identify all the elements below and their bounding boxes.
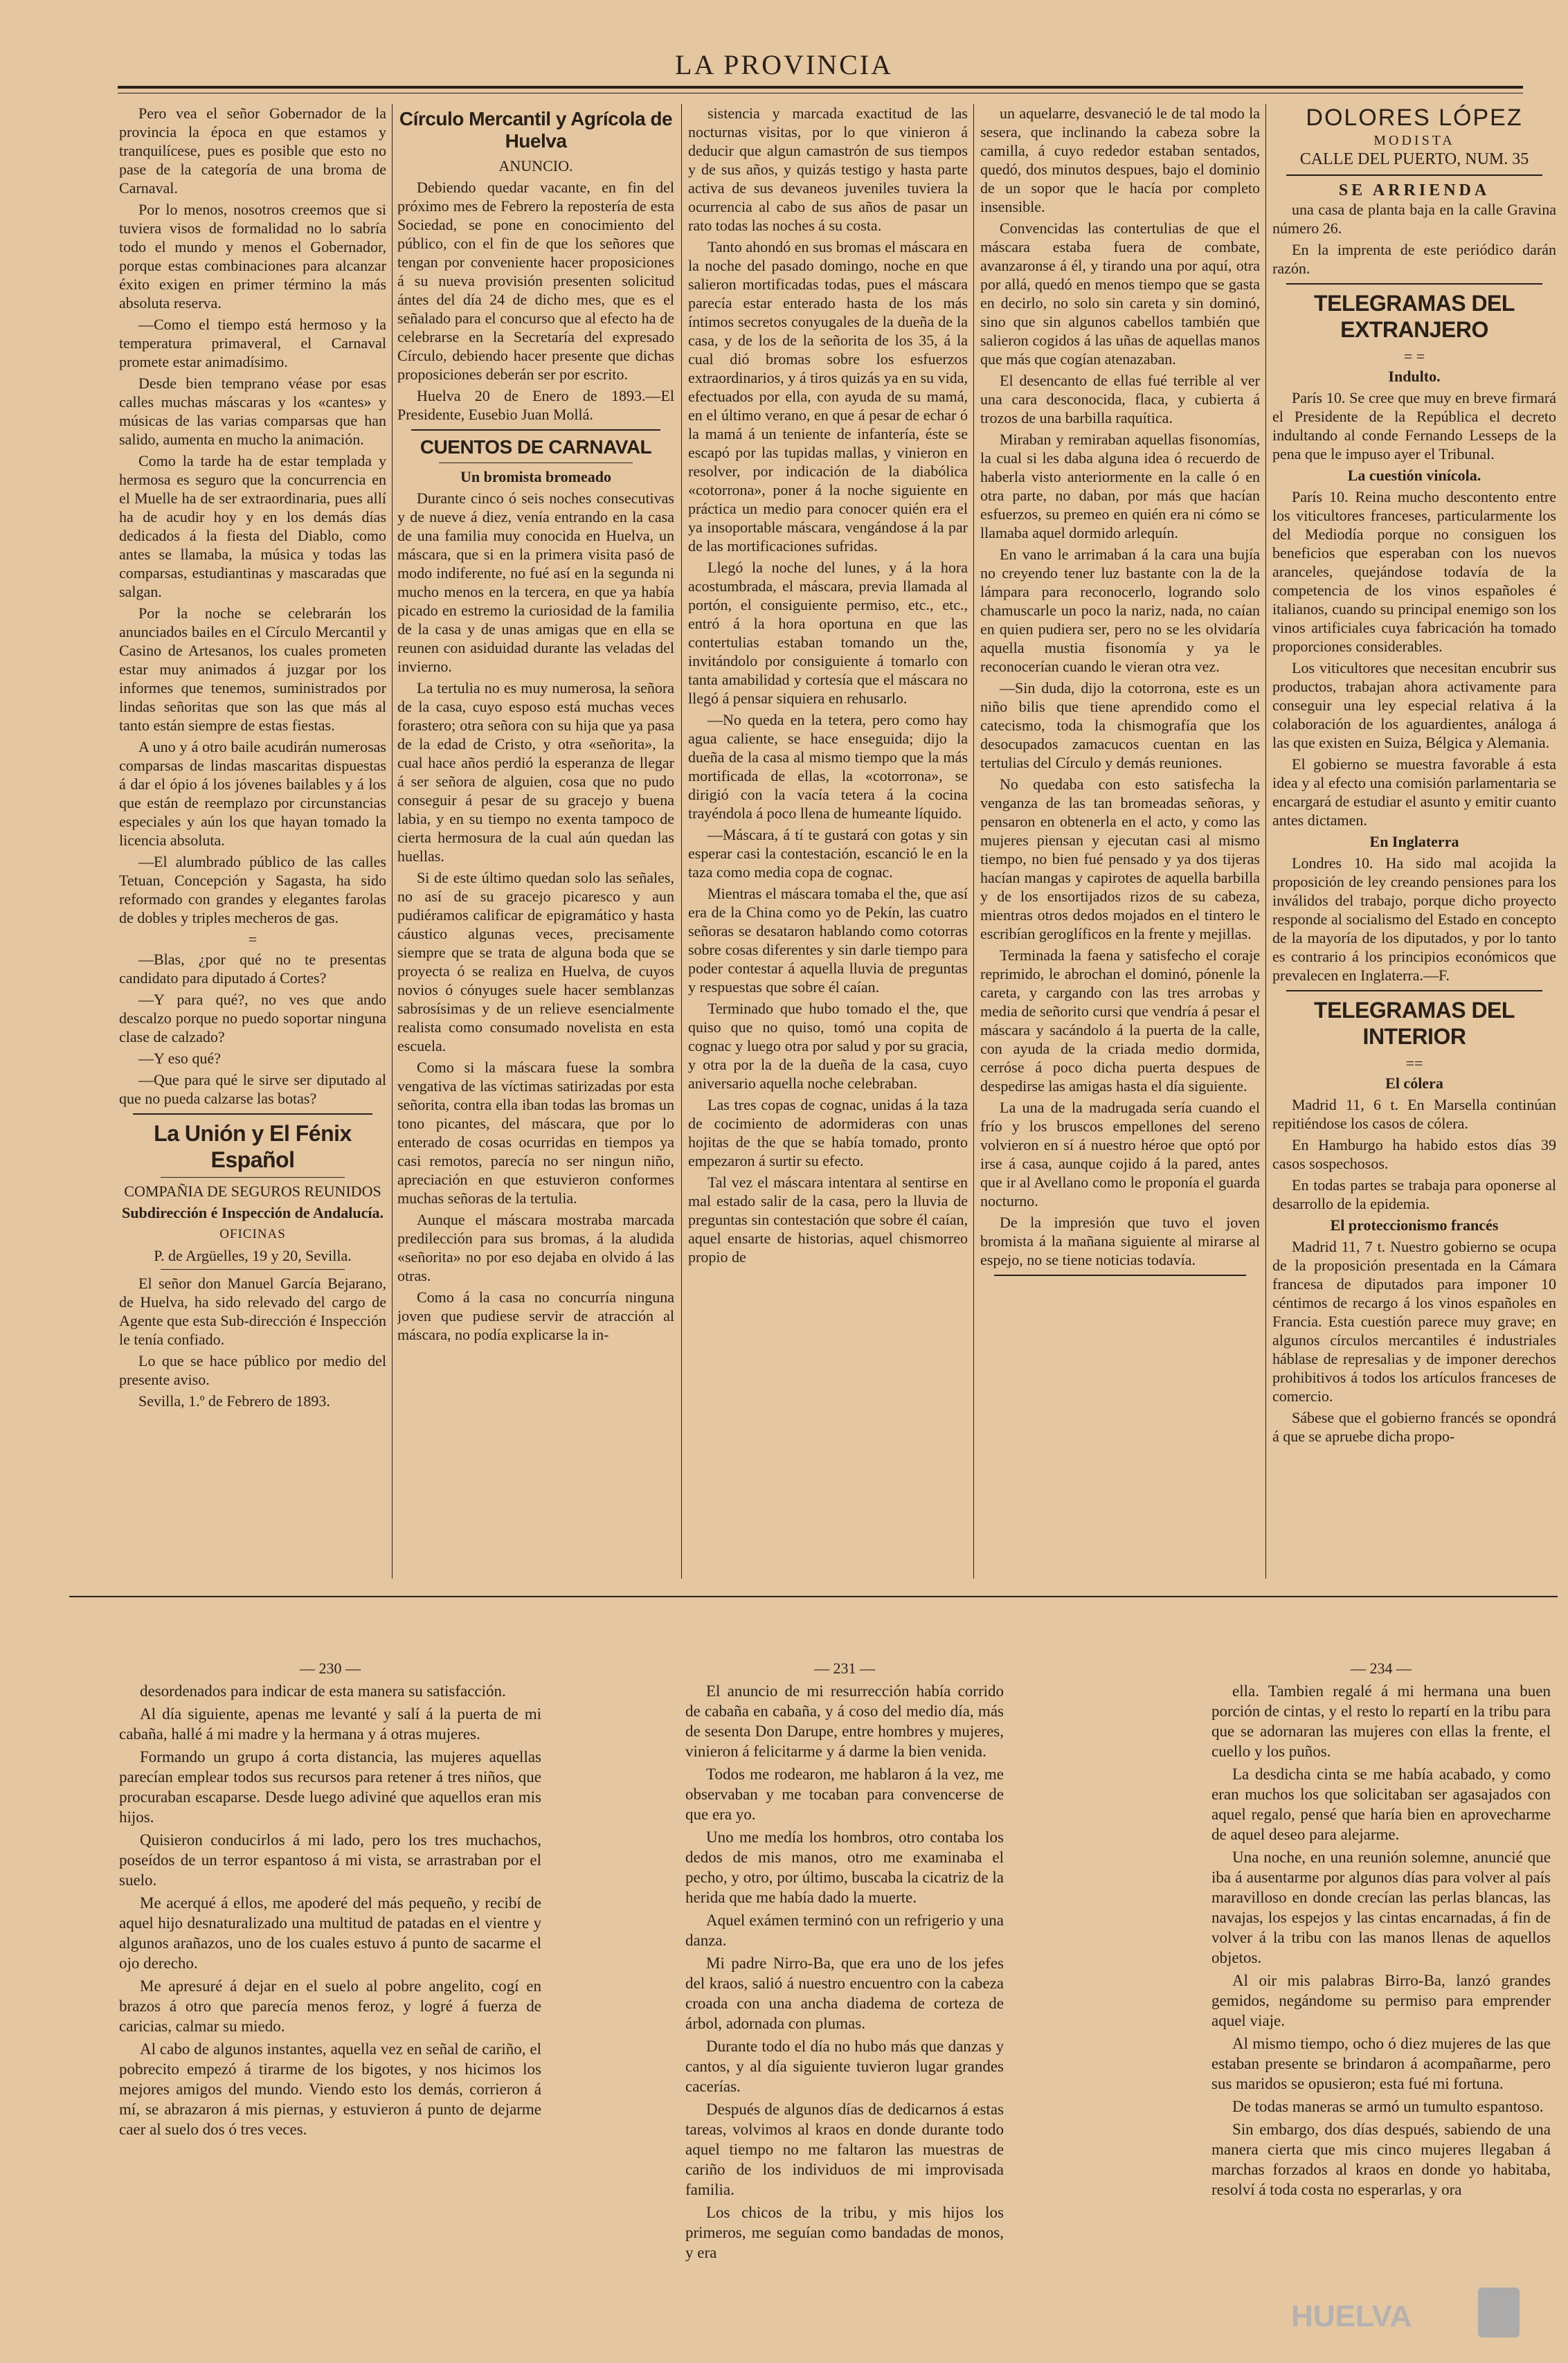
insurance-subdirection: Subdirección é Inspección de Andalucía. [122, 1204, 384, 1221]
paragraph: Después de algunos días de dedicarnos á estas tareas, volvimos al kraos en donde durante todo aquel tiempo no me faltaron las muestras de cariño de los individuos de mi improvisada familia. [685, 2101, 1004, 2198]
column-separator [1265, 104, 1266, 1579]
paragraph: ella. Tambien regalé á mi hermana una buen porción de cintas, y el resto lo repartí en la tribu para que se adornaran las mujeres con ellas la frente, el cuello y los puños. [1211, 1682, 1551, 1760]
insurance-notice-2: Lo que se hace público por medio del presente aviso. [119, 1352, 386, 1388]
paragraph: Si de este último quedan solo las señales, no así de su gracejo picaresco y aun pudiéramos calificar de epigramático y hasta cáustico algunas veces, precisamente siempre que se trata de alguna boda que se proyecta ó se realiza en Huelva, de cuyos novios ó cónyuges suele hacer semblanzas sabrosísimas y de un relieve esencialmente realista como consumado novelista en esta escuela. [397, 869, 674, 1054]
insurance-title: La Unión y El Fénix Español [154, 1121, 352, 1172]
paragraph: Una noche, en una reunión solemne, anuncié que iba á ausentarme por algunos días para volver al país maravilloso en donde crecían las perlas blancas, las navajas, los espejos y las cintas encarnadas, á fin de volver á la tribu con las manos llenas de aquellos objetos. [1211, 1849, 1551, 1966]
column-separator [392, 104, 393, 1579]
page-number: — 230 — [300, 1660, 361, 1677]
paragraph: Formando un grupo á corta distancia, las mujeres aquellas parecían emplear todos sus recursos para retener á tres niños, que procuraban escaparse. Desde luego adiviné que aquellos eran mis hijos. [119, 1748, 541, 1826]
insurance-date: Sevilla, 1.º de Febrero de 1893. [138, 1392, 330, 1410]
telegram-text: París 10. Reina mucho descontento entre los viticultores franceses, particularmente los del Mediodía porque no consiguen los beneficios que esperaban con los nuevos aranceles, quejándose todavía de la competencia de los vinos españoles é italianos, cuando su principal enemigo son los vinos artificiales cuya fabricación ha tomado proporciones considerables. [1272, 488, 1556, 655]
paragraph: Sin embargo, dos días después, sabiendo de una manera cierta que mis cinco mujeres llegaban á marchas forzados al kraos en donde yo habitaba, resolví á toda costa no esperarlas, y ora [1211, 2121, 1551, 2198]
news-paragraphs [119, 104, 386, 927]
paragraph: Llegó la noche del lunes, y á la hora acostumbrada, el máscara, previa llamada al portón, el consiguiente permiso, etc., etc., entró á la hora oportuna en que las contertulias estaban tomando un the, invitándolo por consiguiente á tomarlo con tanta amabilidad y cortesía que el máscara no llegó á pensar siquiera en rehusarlo. [688, 559, 968, 707]
paragraph: Quisieron conducirlos á mi lado, pero los tres muchachos, poseídos de un terror espantoso á mi vista, se arrastraban por el suelo. [119, 1831, 541, 1889]
paragraph: Los chicos de la tribu, y mis hijos los primeros, me seguían como bandadas de monos, y era [685, 2204, 1004, 2261]
arrienda-text: una casa de planta baja en la calle Gravina número 26. [1272, 201, 1556, 237]
paragraph: Terminada la faena y satisfecho el coraje reprimido, le abrochan el dominó, pónenle la careta, y cargando con las tres arrobas y media de señorito cursi que vendría á pesar el máscara y sacándolo á la puerta de la calle, con ayuda de la criada medio dormida, cerróse á poco dicha puerta despues de despedirse las amigas hasta el día siguiente. [980, 946, 1260, 1095]
paragraph: —No queda en la tetera, pero como hay agua caliente, se hace enseguida; dijo la dueña de la casa al mismo tiempo que la más mortificada de ellas, la «cotorrona», se dirigió con la vacía tetera á la cocina trayéndola á poco llena de humeante líquido. [688, 711, 968, 822]
paragraph: Pero vea el señor Gobernador de la provincia la época en que estamos y tranquilícese, pues es posible que esto no pase de la categoría de una broma de Carnaval. [119, 105, 386, 197]
insurance-notice: El señor don Manuel García Bejarano, de Huelva, ha sido relevado del cargo de Agente que esta Sub-dirección é Inspección le tenía confiado. [119, 1275, 386, 1348]
anuncio-heading: ANUNCIO. [498, 157, 573, 174]
section-rule [1286, 990, 1542, 991]
paragraph: Tal vez el máscara intentara al sentirse en mal estado salir de la casa, pero la lluvia de preguntas sin contestación que sobre él caían, aquel ensarte de historias, aquel chismorreo propio de [688, 1174, 968, 1266]
column-4 [980, 104, 1260, 1579]
telegram-text: En Hamburgo ha habido estos días 39 casos sospechosos. [1272, 1136, 1556, 1172]
section-rule [439, 462, 633, 463]
paragraph: Como si la máscara fuese la sombra vengativa de las víctimas satirizadas por esta señorita, contra ella iban todas las bromas un tono picantes, del máscara, que por lo enterado de cosas ocurridas en tiempos ya casi remotos, parecía no ser ningun niño, apreciación en que estuvieron conformes muchas señoras de la tertulia. [397, 1059, 674, 1207]
section-dash: = [248, 931, 258, 948]
circulo-title: Círculo Mercantil y Agrícola de Huelva [399, 108, 673, 152]
column-separator [681, 104, 682, 1579]
cuentos-title: CUENTOS DE CARNAVAL [420, 436, 652, 458]
page-number: — 231 — [814, 1660, 875, 1677]
masthead: LA PROVINCIA [675, 49, 893, 80]
paragraph: —Máscara, á tí te gustará con gotas y sin esperar casi la contestación, escanció le en la taza como media copa de cognac. [688, 826, 968, 881]
paragraph: La tertulia no es muy numerosa, la señora de la casa, cuyo esposo está muchas veces forastero; otra señora con su hija que ya pasa de la edad de Cristo, y otra «señorita», la cual hace años perdió la esperanza de llegar á ser señora de alguien, cosa que no pudo conseguir á pesar de su gracejo y buena labia, y en su tiempo no exenta tampoco de cierta hermosura de la cual aún quedan las huellas. [397, 679, 674, 865]
section-rule [133, 1113, 372, 1115]
paragraph: Durante cinco ó seis noches consecutivas y de nueve á diez, venía entrando en la casa de una familia muy conocida en Huelva, un máscara, que si en la primera visita pasó de modo indiferente, no fué así en la segunda ni mucho menos en la tercera, en que ya había picado en estremo la curiosidad de la familia de la casa y de unas amigas que en ella se reunen con asiduidad durante las veladas del invierno. [397, 489, 674, 675]
anuncio-text: Debiendo quedar vacante, en fin del próximo mes de Febrero la repostería de esta Sociedad, se pone en conocimiento del público, con el fin de que los señores que tengan por conveniente hacer proposiciones á su nueva provisión presenten solicitud ántes del día 24 de dicho mes, que es el señalado para el concurso que al efecto ha de celebrarse en la Secretaría del expresado Círculo, debiendo hacer presente que dichas proposiciones deberán ser por escrito. [397, 179, 674, 383]
page-number: — 234 — [1351, 1660, 1412, 1677]
section-dash: = = [1403, 348, 1425, 365]
telegram-text: Madrid 11, 7 t. Nuestro gobierno se ocupa de la proposición presentada en la Cámara francesa de diputados para imponer 10 céntimos de recargo á los vinos españoles en Francia. Esta cuestión parece muy grave; en algunos círculos mercantiles é industriales háblase de represalias y de imponer derechos prohibitivos á todos los artículos franceses de comercio. [1272, 1238, 1556, 1405]
paragraph: Al mismo tiempo, ocho ó diez mujeres de las que estaban presente se brindaron á acompañarme, pero sus maridos se opusieron; esta fué mi fortuna. [1211, 2035, 1551, 2092]
story-title: Un bromista bromeado [460, 468, 611, 485]
paragraph: Mientras el máscara tomaba el the, que así era de la China como yo de Pekín, las cuatro señoras se desataron hablando como cotorras sobre cosas diferentes y sin darle tiempo para poder contestar á aquella lluvia de preguntas y respuestas que sobre él caían. [688, 885, 968, 996]
paragraph: En vano le arrimaban á la cara una bujía no creyendo tener luz bastante con la de la lámpara para reconocerlo, logrando solo chamuscarle un poco la nariz, nada, no caían en quien pudiera ser, pero no se les olvidaría aquella mustia fisonomía y ya le reconocerían cuando le vieran otra vez. [980, 546, 1260, 675]
telegram-text: Los viticultores que necesitan encubrir sus productos, trabajan ahora activamente para conseguir una ley especial relativa á la colaboración de los aguardientes, análoga á las que existen en Suiza, Bélgica y Alemania. [1272, 659, 1556, 751]
paragraph: Terminado que hubo tomado el the, que quiso que no quiso, tomó una copita de cognac y luego otra por salud y por su gracia, y otra por la de la dueña de la casa, cuyo aniversario aquella noche celebraban. [688, 1000, 968, 1092]
telegram-head: El cólera [1385, 1075, 1443, 1092]
paragraph: Las tres copas de cognac, unidas á la taza de cocimiento de adormideras con unas hojitas de the que se había tomado, pronto empezaron á surtir su efecto. [688, 1096, 968, 1169]
section-rule [1286, 174, 1542, 176]
paragraph: El desencanto de ellas fué terrible al ver una cara desconocida, flaca, y cubierta á trozos de una barbilla raquítica. [980, 372, 1260, 426]
paragraph: Convencidas las contertulias de que el máscara estaba fuera de combate, avanzaronse á él, y tirando una por aquí, otra por allá, quedó en menos tiempo que se gasta en decirlo, no solo sin careta y sin dominó, sino que sin algunos cabellos también que salieron cogidos á las uñas de aquellas manos que más que cogían atenazaban. [980, 219, 1260, 368]
telegram-text: París 10. Se cree que muy en breve firmará el Presidente de la República el decreto indultando al conde Fernando Lesseps de la pena que le impuso ayer el Tribunal. [1272, 389, 1556, 462]
dialog-line: —Blas, ¿por qué no te presentas candidato para diputado á Cortes? [119, 951, 386, 987]
paragraph: Todos me rodearon, me hablaron á la vez, me observaban y me tocaban para convencerse de que era yo. [685, 1765, 1004, 1823]
paragraph: De la impresión que tuvo el joven bromista á la mañana siguiente al mirarse al espejo, no se tiene noticias todavía. [980, 1214, 1260, 1268]
feuilleton-column-3 [1211, 1658, 1551, 2351]
telegram-head: En Inglaterra [1369, 833, 1459, 850]
telegram-head: Indulto. [1388, 368, 1441, 385]
telegram-text: Madrid 11, 6 t. En Marsella continúan repitiéndose los casos de cólera. [1272, 1096, 1556, 1132]
arrienda-heading: SE ARRIENDA [1338, 181, 1490, 199]
section-rule [411, 429, 660, 431]
anuncio-signature: Huelva 20 de Enero de 1893.—El Presidente, Eusebio Juan Mollá. [397, 387, 674, 423]
joke-dialog [119, 950, 386, 1108]
ad-name: DOLORES LÓPEZ [1306, 105, 1523, 131]
paragraph: Al oir mis palabras Birro-Ba, lanzó grandes gemidos, negándome su permiso para emprender aquel viaje. [1211, 1972, 1551, 2029]
masthead-rule [118, 86, 1523, 93]
paragraph: —Como el tiempo está hermoso y la temperatura primaveral, el Carnaval promete estar animadísimo. [119, 316, 386, 370]
paragraph: Miraban y remiraban aquellas fisonomías, la cual si les daba alguna idea ó recuerdo de haberla visto anteriormente en la calle ó en otra parte, no daban, por más que hacían esfuerzos, su premeo en quién era ni cómo se llamaba aquel dormido arlequín. [980, 431, 1260, 541]
ad-address: CALLE DEL PUERTO, NUM. 35 [1299, 150, 1529, 168]
column-5 [1272, 104, 1556, 1579]
paragraph: Me apresuré á dejar en el suelo al pobre angelito, cogí en brazos á otro que parecía menos feroz, y logré á fuerza de caricias, calmar su miedo. [119, 1977, 541, 2035]
feuilleton-column-1 [119, 1658, 541, 2351]
column-separator [973, 104, 974, 1579]
section-rule [1286, 283, 1542, 285]
dialog-line: —Y para qué?, no ves que ando descalzo porque no puedo soportar ninguna clase de calzado? [119, 991, 386, 1045]
paragraph: Aunque el máscara mostraba marcada predilección para sus bromas, á la aludida «señorita» no por eso dejaba en olvido á las otras. [397, 1211, 674, 1284]
telegram-text: El gobierno se muestra favorable á esta idea y al efecto una comisión parlamentaria se encargará de estudiar el asunto y emitir cuanto antes dictamen. [1272, 755, 1556, 829]
paragraph: Como á la casa no concurría ninguna joven que pudiese servir de atracción al máscara, no podía explicarse la in- [397, 1288, 674, 1343]
telegram-text: Londres 10. Ha sido mal acojida la proposición de ley creando pensiones para los inválidos del trabajo, porque dicho proyecto responde al socialismo del Estado en concepto de la mayoría de los diputados, y por lo tanto es contrario á los principios económicos que prevalecen en Inglaterra.—F. [1272, 854, 1556, 984]
paragraph: Uno me medía los hombros, otro contaba los dedos de mis manos, otro me examinaba el pecho, y otro, por último, buscaba la cicatriz de la herida que me había dado la muerte. [685, 1829, 1004, 1906]
paragraph: Tanto ahondó en sus bromas el máscara en la noche del pasado domingo, noche en que salieron mortificadas todas, pues el máscara parecía estar enterado hasta de los más íntimos secretos conyugales de la dueña de la casa, y de los de la señorita de los 35, á la cual dió bromas sobre los esfuerzos extraordinarios, y á tiros quizás ya en su vida, efectuados por ella, con ayuda de su mamá, en el último verano, en que á pesar de echar ó la mamá á un teniente de infantería, éste se escapó por las tupidas mallas, y vinieron en resolver, por indicación de la diabólica «cotorrona», poner á la noche siguiente en práctica un medio para conocer quién era el ya insoportable máscara, vengándose á la par de las mortificaciones sufridas. [688, 238, 968, 555]
story-end-rule [994, 1275, 1246, 1276]
paragraph: Al día siguiente, apenas me levanté y salí á la puerta de mi cabaña, hallé á mi madre y la hermana y á otras mujeres. [119, 1705, 541, 1743]
feuilleton-column-2 [685, 1658, 1004, 2351]
paragraph: —El alumbrado público de las calles Tetuan, Concepción y Sagasta, ha sido reformado con grandes y elegantes farolas de dobles y triples mecheros de gas. [119, 853, 386, 926]
paragraph: A uno y á otro baile acudirán numerosas comparsas de lindas mascaritas dispuestas á dar el ópio á los jóvenes bailables y á los que están de reemplazo por circunstancias especiales y aún los que hayan tomado la licencia absoluta. [119, 738, 386, 849]
paragraph: No quedaba con esto satisfecha la venganza de las tan bromeadas señoras, y pensaron en obtenerla en el acto, y como las mujeres piensan y ejecutan casi al mismo tiempo, no bien fué pensado y ya dos tijeras hacían mangas y capirotes de aquella barbilla y de los ensortijados rizos de su cabeza, mientras otros dedos mojados en el tintero le escribían geroglíficos en la frente y mejillas. [980, 775, 1260, 942]
section-dash: == [1405, 1054, 1423, 1072]
paragraph: desordenados para indicar de esta manera su satisfacción. [140, 1682, 506, 1700]
dialog-line: —Y eso qué? [138, 1050, 221, 1067]
dialog-line: —Que para qué le sirve ser diputado al que no pueda calzarse las botas? [119, 1071, 386, 1107]
section-rule [161, 1269, 345, 1270]
archive-logo-icon [1284, 2285, 1533, 2340]
paragraph: Me acerqué á ellos, me apoderé del más pequeño, y recibí de aquel hijo desnaturalizado una multitud de patadas en el vientre y algunos arañazos, uno de los cuales estuvo á punto de sacarme el ojo derecho. [119, 1894, 541, 1972]
paragraph: Aquel exámen terminó con un refrigerio y una danza. [685, 1912, 1004, 1949]
column-2 [397, 104, 674, 1579]
paragraph: Durante todo el día no hubo más que danzas y cantos, y al día siguiente tuvieron lugar grandes cacerías. [685, 2038, 1004, 2095]
telegramas-extranjero-title: TELEGRAMAS DEL EXTRANJERO [1314, 291, 1515, 342]
paragraph: Al cabo de algunos instantes, aquella vez en señal de cariño, el pobrecito empezó á tirarme de los bigotes, y nos hicimos los mejores amigos del mundo. Viendo esto los demás, corrieron á mí, se abrazaron á mis piernas, y estuvieron á punto de dejarme caer al suelo dos ó tres veces. [119, 2040, 541, 2138]
paragraph: Mi padre Nirro-Ba, que era uno de los jefes del kraos, salió á nuestro encuentro con la cabeza croada con una ancha diadema de corteza de árbol, adornada con plumas. [685, 1955, 1004, 2032]
paragraph: Como la tarde ha de estar templada y hermosa es seguro que la concurrencia en el Muelle ha de ser extraordinaria, pues allí ha de acudir hoy y en los demás días dedicados á la fiesta del Diablo, como antes se llamaba, la música y todas las comparsas, estudiantinas y mascaradas que salgan. [119, 452, 386, 600]
telegram-head: El proteccionismo francés [1330, 1216, 1499, 1234]
paragraph: un aquelarre, desvaneció le de tal modo la sesera, que inclinando la cabeza sobre la camilla, á cuyo rededor estaban sentados, quedó, dos minutos despues, bajo el dominio de un sopor que le hacía por completo insensible. [980, 105, 1260, 215]
paragraph: La desdicha cinta se me había acabado, y como eran muchos los que solicitaban ser agasajados con aquel regalo, pensé que haría bien en aprovecharme de aquel deseo para alejarme. [1211, 1765, 1551, 1843]
paragraph: Desde bien temprano véase por esas calles muchas máscaras y los «cantes» y músicas de las varias comparsas que han salido, aumenta en mucho la animación. [119, 375, 386, 448]
column-1 [119, 104, 386, 1579]
paragraph: sistencia y marcada exactitud de las nocturnas visitas, por lo que vinieron á deducir que algun camastrón de sus tiempos y de sus años, y quizás testigo y hasta parte activa de sus devaneos juveniles tuviera la ocurrencia al cabo de sus años de pasar un rato todas las noches á su costa. [688, 105, 968, 234]
section-rule [161, 1177, 345, 1178]
paragraph: De todas maneras se armó un tumulto espantoso. [1232, 2098, 1544, 2115]
ad-role: MODISTA [1373, 133, 1455, 148]
paragraph: La una de la madrugada sería cuando el frío y los bruscos empellones del sereno volvieron en sí á nuestro héroe que optó por irse á casa, aunque cojido á la pared, antes que ir al Avellano como le proponía el guarda nocturno. [980, 1099, 1260, 1210]
logo-text: HUELVA [1291, 2299, 1412, 2333]
telegram-text: En todas partes se trabaja para oponerse al desarrollo de la epidemia. [1272, 1176, 1556, 1212]
paragraph: —Sin duda, dijo la cotorrona, este es un niño bilis que tiene aprendido como el catecismo, toda la chismografía que los desocupados zamacucos cuentan en las tertulias del Círculo y demás reuniones. [980, 679, 1260, 771]
paragraph: El anuncio de mi resurrección había corrido de cabaña en cabaña, y á coso del medio día, más de sesenta Don Darupe, entre hombres y mujeres, vinieron á felicitarme y á darme la bien venida. [685, 1682, 1004, 1760]
paragraph: Por lo menos, nosotros creemos que si tuviera visos de formalidad no lo sabría todo el mundo y menos el Gobernador, porque estas combinaciones para alcanzar éxito exigen en primer término la más absoluta reserva. [119, 201, 386, 312]
paragraph: Por la noche se celebrarán los anunciados bailes en el Círculo Mercantil y Casino de Artesanos, los cuales prometen estar muy animados á juzgar por los informes que tenemos, suministrados por lindas señoritas que son las que más al tanto están siempre de estas fiestas. [119, 604, 386, 734]
feuilleton-divider [69, 1596, 1558, 1597]
insurance-company: COMPAÑIA DE SEGUROS REUNIDOS [124, 1183, 381, 1200]
telegramas-interior-title: TELEGRAMAS DEL INTERIOR [1314, 998, 1515, 1049]
insurance-address: P. de Argüelles, 19 y 20, Sevilla. [154, 1247, 352, 1264]
telegram-text: Sábese que el gobierno francés se opondrá á que se apruebe dicha propo- [1272, 1409, 1556, 1445]
column-3 [688, 104, 968, 1579]
telegram-head: La cuestión vinícola. [1347, 467, 1481, 484]
insurance-office-label: OFICINAS [219, 1227, 286, 1241]
arrienda-info: En la imprenta de este periódico darán razón. [1272, 241, 1556, 277]
